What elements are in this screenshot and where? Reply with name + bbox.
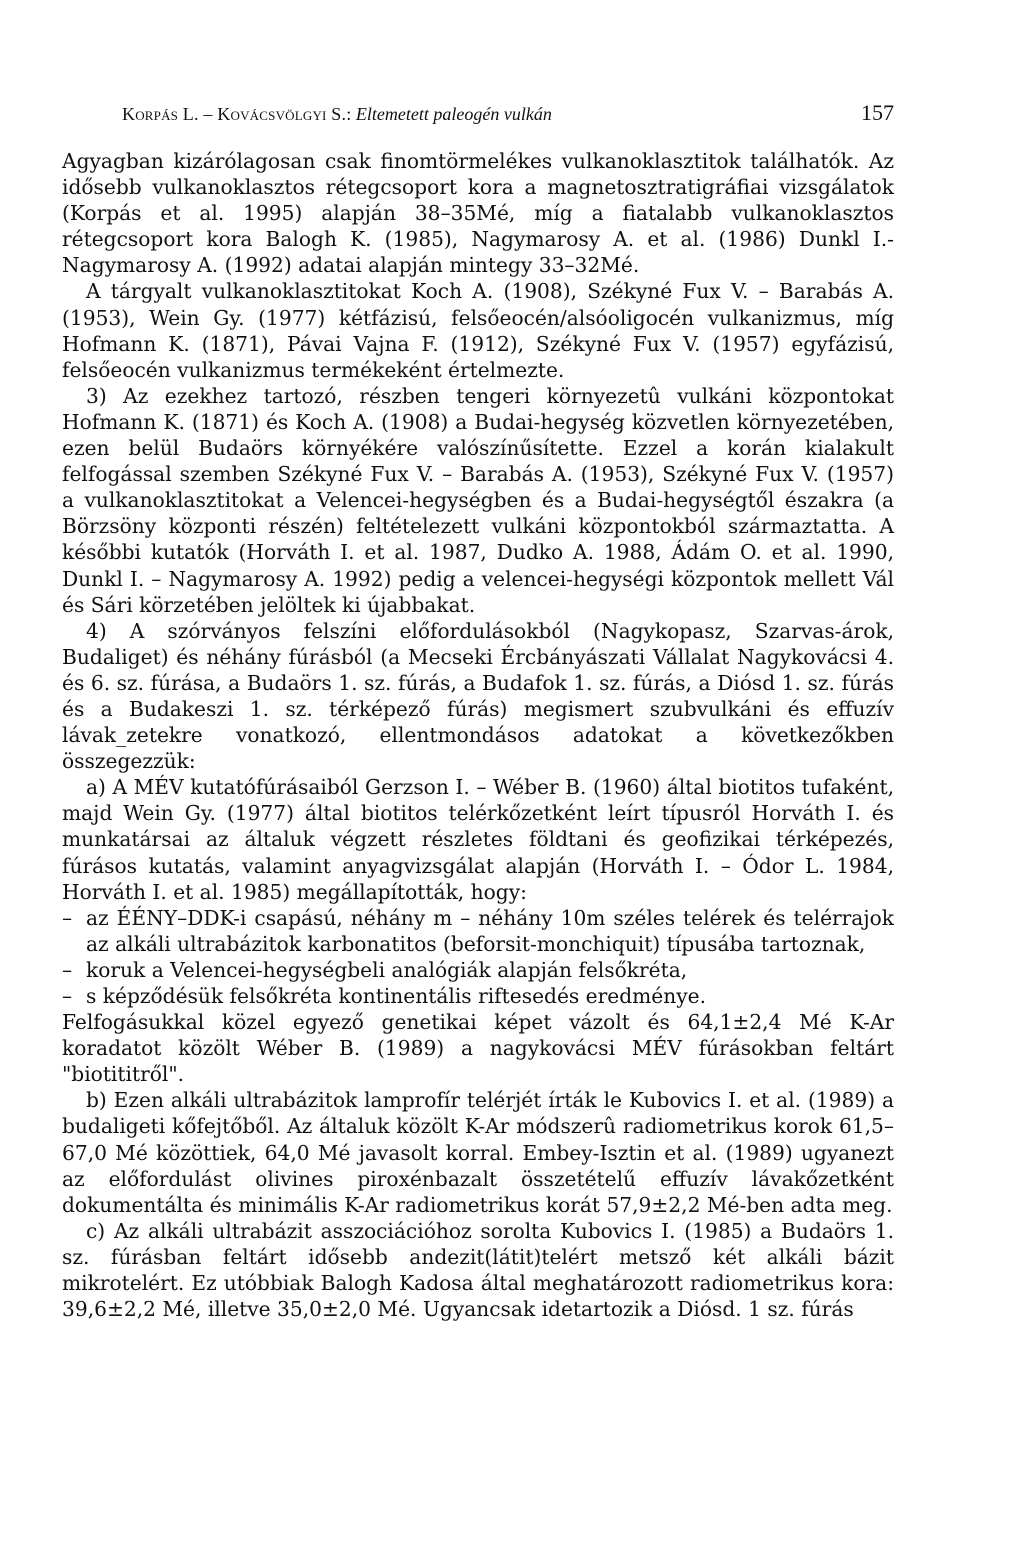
page xyxy=(62,100,894,1322)
list-item-text: s képződésük felsőkréta kontinentális riftesedés eredménye. xyxy=(86,984,706,1008)
dash-marker: – xyxy=(62,957,73,982)
body-text xyxy=(62,148,894,1322)
list-item-text: koruk a Velencei-hegységbeli analógiák alapján felsőkréta, xyxy=(86,957,688,982)
header-authors: Korpás L. – Kovácsvölgyi S.: xyxy=(122,104,352,124)
paragraph-8: c) Az alkáli ultrabázit asszociációhoz sorolta Kubovics I. (1985) a Budaörs 1. sz. fúrásban feltárt idősebb andezit(látit)telért metsző két alkáli bázit mikrotelért. Ez utóbbiak Balogh Kadosa által meghatározott radiometrikus kora: 39,6±2,2 Mé, illetve 35,0±2,0 Mé. Ugyancsak idetartozik a Diósd. 1 sz. fúrás xyxy=(62,1218,894,1322)
list-item xyxy=(62,957,894,983)
paragraph-4: 4) A szórványos felszíni előfordulásokból (Nagykopasz, Szarvas-árok, Budaliget) és néhány fúrásból (a Mecseki Ércbányászati Vállalat Nagykovácsi 4. és 6. sz. fúrása, a Budaörs 1. sz. fúrás, a Budafok 1. sz. fúrás, a Diósd 1. sz. fúrás és a Budakeszi 1. sz. térképező fúrás) megismert szubvulkáni és effuzív lávak_zetekre vonatkozó, ellentmondásos adatokat a következőkben összegezzük: xyxy=(62,618,894,774)
paragraph-6: Felfogásukkal közel egyező genetikai képet vázolt és 64,1±2,4 Mé K-Ar koradatot közölt Wéber B. (1989) a nagykovácsi MÉV fúrásokban feltárt "biotititről". xyxy=(62,1010,894,1087)
paragraph-2: A tárgyalt vulkanoklasztitokat Koch A. (1908), Székyné Fux V. – Barabás A. (1953), Wein Gy. (1977) kétfázisú, felsőeocén/alsóoligocén vulkanizmus, míg Hofmann K. (1871), Pávai Vajna F. (1912), Székyné Fux V. (1957) egyfázisú, felsőeocén vulkanizmus termékeként értelmezte. xyxy=(62,279,894,382)
header-title: Eltemetett paleogén vulkán xyxy=(355,104,552,124)
dash-marker: – xyxy=(62,984,73,1008)
running-head-left xyxy=(122,104,552,125)
paragraph-3: 3) Az ezekhez tartozó, részben tengeri környezetû vulkáni központokat Hofmann K. (1871) és Koch A. (1908) a Budai-hegység közvetlen környezetében, ezen belül Budaörs környékére valószínűsítette. Ezzel a korán kialakult felfogással szemben Székyné Fux V. – Barabás A. (1953), Székyné Fux V. (1957) a vulkanoklasztitokat a Velencei-hegységben és a Budai-hegységtől északra (a Börzsöny központi részén) feltételezett vulkáni központokból származtatta. A későbbi kutatók (Horváth I. et al. 1987, Dudko A. 1988, Ádám O. et al. 1990, Dunkl I. – Nagymarosy A. 1992) pedig a velencei-hegységi központok mellett Vál és Sári körzetében jelöltek ki újabbakat. xyxy=(62,383,894,617)
page-number: 157 xyxy=(861,100,894,125)
paragraph-5: a) A MÉV kutatófúrásaiból Gerzson I. – Wéber B. (1960) által biotitos tufaként, majd Wein Gy. (1977) által biotitos telérkőzetként leírt típusról Horváth I. és munkatársai az általuk végzett részletes földtani és geofizikai térképezés, fúrásos kutatás, valamint anyagvizsgálat alapján (Horváth I. – Ódor L. 1984, Horváth I. et al. 1985) megállapították, hogy: xyxy=(62,775,894,904)
list-item xyxy=(62,983,894,1009)
list-item-text: az ÉÉNY–DDK-i csapású, néhány m – néhány 10m széles telérek és telérrajok az alkáli ultrabázitok karbonatitos (beforsit-monchiquit) típusába tartoznak, xyxy=(86,905,894,956)
paragraph-1: Agyagban kizárólagosan csak finomtörmelékes vulkanoklasztitok találhatók. Az idősebb vulkanoklasztos rétegcsoport kora a magnetosztratigráfiai vizsgálatok (Korpás et al. 1995) alapján 38–35Mé, míg a fiatalabb vulkanoklasztos rétegcsoport kora Balogh K. (1985), Nagymarosy A. et al. (1986) Dunkl I.- Nagymarosy A. (1992) adatai alapján mintegy 33–32Mé. xyxy=(62,149,894,278)
list-item xyxy=(62,905,894,957)
dash-marker: – xyxy=(62,905,73,930)
running-head xyxy=(122,100,894,126)
findings-list xyxy=(62,905,894,1009)
paragraph-7: b) Ezen alkáli ultrabázitok lamprofír telérjét írták le Kubovics I. et al. (1989) a budaligeti kőfejtőből. Az általuk közölt K-Ar módszerû radiometrikus korok 61,5–67,0 Mé közöttiek, 64,0 Mé javasolt korral. Embey-Isztin et al. (1989) ugyanezt az előfordulást olivines piroxénbazalt összetételű effuzív lávakőzetként dokumentálta és minimális K-Ar radiometrikus korát 57,9±2,2 Mé-ben adta meg. xyxy=(62,1088,894,1217)
